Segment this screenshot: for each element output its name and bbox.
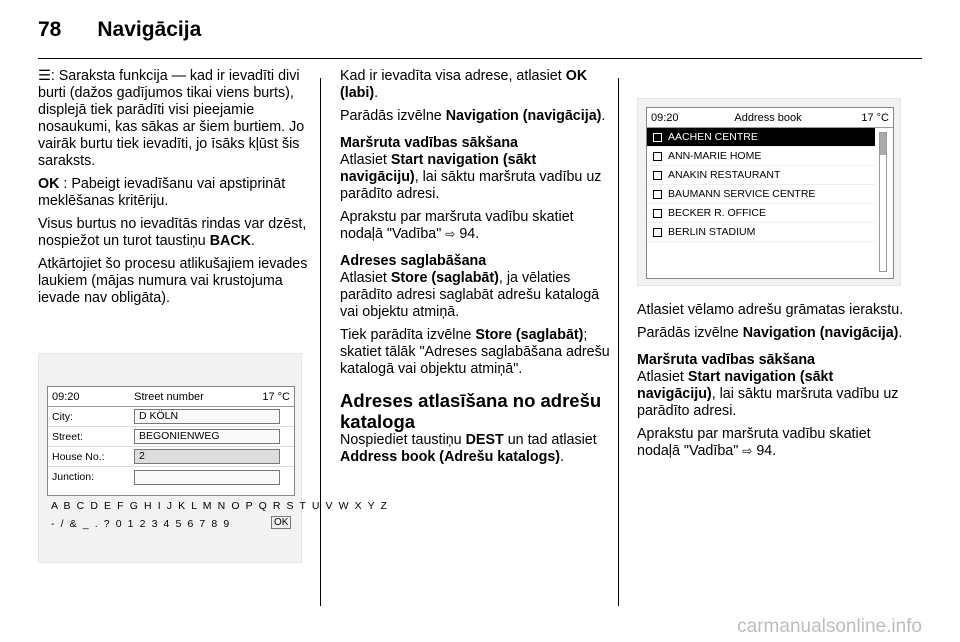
page-ref-arrow-icon: ⇨ [445, 227, 456, 241]
paragraph: Atkārtojiet šo procesu atlikušajiem ievades laukiem (mājas numura vai krustojuma ievade nav obligāta). [38, 256, 308, 306]
section-heading-large: Adreses atlasīšana no adrešu kataloga [340, 390, 602, 432]
field-house-no: House No.: 2 [48, 447, 294, 467]
list-item: BAUMANN SERVICE CENTRE [647, 185, 875, 204]
column-divider-1 [320, 78, 321, 606]
keyboard-digits: - / & _ . ? 0 1 2 3 4 5 6 7 8 9 [51, 518, 231, 530]
column-divider-2 [618, 78, 619, 606]
paragraph: Kad ir ievadīta visa adrese, atlasiet OK (labi). [340, 68, 588, 101]
paragraph: ☰: Saraksta funkcija — kad ir ievadīti divi burti (dažos gadījumos tikai viens burts), displejā tiek parādīti visi pieejamie nosaukumi, kas sākas ar šiem burtiem. Jo vairāk burtu tiek ievadīti, jo īsāks kļūst šis saraksts. [38, 68, 305, 169]
column-2 [340, 68, 610, 472]
address-book-screenshot [637, 98, 901, 286]
address-icon [653, 171, 662, 180]
section-heading: Adreses saglabāšana [340, 253, 487, 269]
address-icon [653, 209, 662, 218]
list-item: BERLIN STADIUM [647, 223, 875, 242]
status-bar: 09:20 Street number 17 °C [48, 387, 294, 407]
paragraph: Tiek parādīta izvēlne Store (saglabāt); skatiet tālāk "Adreses saglabāšana adrešu katalogā vai objektu atmiņā". [340, 327, 610, 377]
address-icon [653, 152, 662, 161]
page-number: 78 [38, 18, 62, 41]
page-ref-arrow-icon: ⇨ [742, 444, 753, 458]
street-number-screenshot [38, 353, 389, 563]
address-icon [653, 133, 662, 142]
list-item: BECKER R. OFFICE [647, 204, 875, 223]
field-city: City: D KÖLN [48, 407, 294, 427]
paragraph: Aprakstu par maršruta vadību skatiet nodaļā "Vadība" ⇨ 94. [340, 209, 574, 242]
status-bar: 09:20 Address book 17 °C [647, 108, 893, 128]
display-screen [646, 107, 894, 279]
field-street: Street: BEGONIENWEG [48, 427, 294, 447]
column-1 [38, 68, 308, 313]
list-item: ANAKIN RESTAURANT [647, 166, 875, 185]
scrollbar-thumb [880, 133, 886, 155]
address-icon [653, 190, 662, 199]
paragraph: Atlasiet Start navigation (sākt navigāciju), lai sāktu maršruta vadību uz parādīto adresi. [637, 369, 899, 419]
address-icon [653, 228, 662, 237]
page-header [38, 18, 201, 42]
list-item: AACHEN CENTRE [647, 128, 875, 147]
list-function-icon: ☰ [38, 68, 51, 84]
ok-key: OK [271, 516, 291, 529]
paragraph: Atlasiet vēlamo adrešu grāmatas ierakstu. [637, 302, 904, 318]
keyboard-letters: A B C D E F G H I J K L M N O P Q R S T U V W X Y Z [51, 500, 389, 512]
paragraph: Atlasiet Store (saglabāt), ja vēlaties parādīto adresi saglabāt adrešu katalogā vai objektu atmiņā. [340, 270, 600, 320]
scrollbar [879, 132, 887, 272]
page-title: Navigācija [97, 18, 202, 41]
list-item: ANN-MARIE HOME [647, 147, 875, 166]
section-heading: Maršruta vadības sākšana [637, 352, 816, 368]
header-rule [38, 58, 922, 59]
field-junction: Junction: [48, 467, 294, 487]
paragraph: OK : Pabeigt ievadīšanu vai apstiprināt meklēšanas kritēriju. [38, 176, 286, 209]
paragraph: Parādās izvēlne Navigation (navigācija). [340, 108, 606, 124]
section-heading: Maršruta vadības sākšana [340, 135, 519, 151]
paragraph: Nospiediet taustiņu DEST un tad atlasiet Address book (Adrešu katalogs). [340, 432, 597, 465]
paragraph: Atlasiet Start navigation (sākt navigāciju), lai sāktu maršruta vadību uz parādīto adresi. [340, 152, 602, 202]
display-screen [47, 386, 295, 496]
paragraph: Parādās izvēlne Navigation (navigācija). [637, 325, 903, 341]
column-3 [637, 302, 907, 466]
paragraph: Aprakstu par maršruta vadību skatiet nodaļā "Vadība" ⇨ 94. [637, 426, 871, 459]
footer-watermark: carmanualsonline.info [737, 616, 922, 637]
paragraph: Visus burtus no ievadītās rindas var dzēst, nospiežot un turot taustiņu BACK. [38, 216, 307, 249]
